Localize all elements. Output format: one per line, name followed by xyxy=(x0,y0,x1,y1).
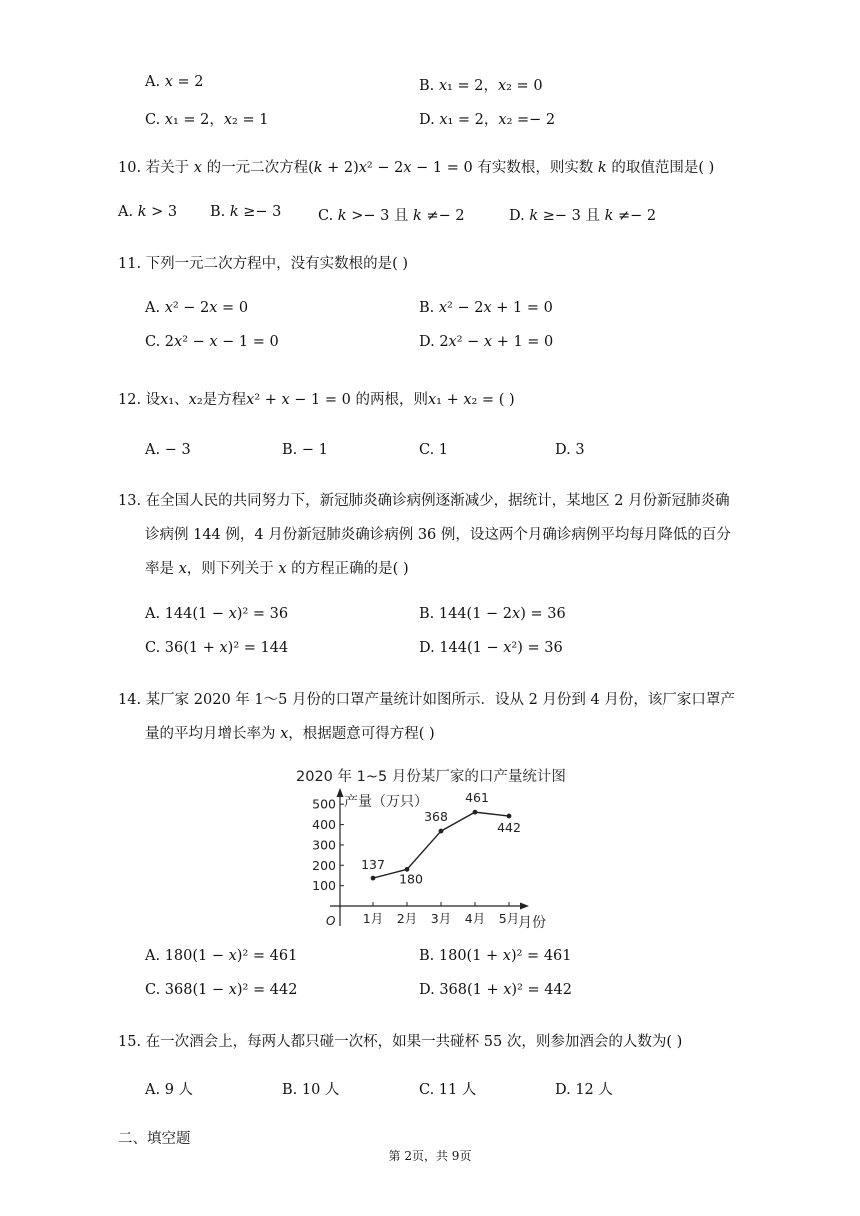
q12-option-b: B. − 1 xyxy=(282,442,328,458)
chart-x-axis-arrow xyxy=(520,903,529,910)
section-heading-fill-in: 二、填空题 xyxy=(118,1131,191,1147)
page-footer: 第 2页，共 9页 xyxy=(388,1149,472,1163)
q14-option-b: B. 180(1 + 𝑥)² = 461 xyxy=(419,948,572,964)
chart-title: 2020 年 1~5 月份某厂家的口产量统计图 xyxy=(296,769,566,785)
q10-stem: 10. 若关于 𝑥 的一元二次方程(𝑘 + 2)𝑥² − 2𝑥 − 1 = 0 有实数根，则实数 𝑘 的取值范围是( ) xyxy=(118,160,715,176)
q9-option-b: B. 𝑥₁ = 2，𝑥₂ = 0 xyxy=(419,78,543,94)
q13-stem-line2: 诊病例 144 例，4 月份新冠肺炎确诊病例 36 例，设这两个月确诊病例平均每月降低的百分 xyxy=(145,527,731,543)
q11-option-c: C. 2𝑥² − 𝑥 − 1 = 0 xyxy=(145,334,279,350)
chart-x-tick-label: 3月 xyxy=(430,911,452,926)
q13-stem-line1: 13. 在全国人民的共同努力下，新冠肺炎确诊病例逐渐减少，据统计，某地区 2 月份新冠肺炎确 xyxy=(118,493,730,509)
chart-data-label: 137 xyxy=(361,857,385,873)
chart-y-tick-label: 100 xyxy=(312,878,336,894)
q10-option-b: B. 𝑘 ≥− 3 xyxy=(210,204,282,220)
q13-option-a: A. 144(1 − 𝑥)² = 36 xyxy=(145,606,289,622)
chart-x-tick-label: 4月 xyxy=(464,911,486,926)
q15-option-d: D. 12 人 xyxy=(555,1082,613,1098)
q12-option-c: C. 1 xyxy=(419,442,449,458)
chart-y-tick-label: 300 xyxy=(312,837,336,853)
chart-data-point xyxy=(439,829,444,834)
q11-stem: 11. 下列一元二次方程中，没有实数根的是( ) xyxy=(118,256,409,272)
q14-option-d: D. 368(1 + 𝑥)² = 442 xyxy=(419,982,572,998)
q10-option-c: C. 𝑘 >− 3 且 𝑘 ≠− 2 xyxy=(318,208,465,224)
q12-stem: 12. 设𝑥₁、𝑥₂是方程𝑥² + 𝑥 − 1 = 0 的两根，则𝑥₁ + 𝑥₂ = ( ) xyxy=(118,392,515,408)
q11-option-a: A. 𝑥² − 2𝑥 = 0 xyxy=(145,300,249,316)
q15-option-b: B. 10 人 xyxy=(282,1082,340,1098)
chart-y-axis-label: 产量（万只） xyxy=(344,794,428,810)
q9-option-d: D. 𝑥₁ = 2，𝑥₂ =− 2 xyxy=(419,112,556,128)
chart-x-tick-label: 1月 xyxy=(362,911,384,926)
chart-data-label: 461 xyxy=(465,790,489,806)
chart-x-tick-label: 2月 xyxy=(396,911,418,926)
q12-option-d: D. 3 xyxy=(555,442,585,458)
q14-option-a: A. 180(1 − 𝑥)² = 461 xyxy=(145,948,298,964)
chart-y-tick-label: 400 xyxy=(312,817,336,833)
q15-option-a: A. 9 人 xyxy=(145,1082,194,1098)
chart-x-tick-label: 5月 xyxy=(498,911,520,926)
q11-option-b: B. 𝑥² − 2𝑥 + 1 = 0 xyxy=(419,300,553,316)
q9-option-a: A. 𝑥 = 2 xyxy=(145,74,204,90)
q13-option-b: B. 144(1 − 2𝑥) = 36 xyxy=(419,606,566,622)
q15-stem: 15. 在一次酒会上，每两人都只碰一次杯，如果一共碰杯 55 次，则参加酒会的人数为( ) xyxy=(118,1034,683,1050)
chart-data-label: 368 xyxy=(424,809,448,825)
chart-data-point xyxy=(473,810,478,815)
q14-stem-line1: 14. 某厂家 2020 年 1～5 月份的口罩产量统计如图所示．设从 2 月份到 4 月份，该厂家口罩产 xyxy=(118,692,735,708)
chart-y-tick-label: 500 xyxy=(312,796,336,812)
q10-option-d: D. 𝑘 ≥− 3 且 𝑘 ≠− 2 xyxy=(509,208,657,224)
chart-origin-label: O xyxy=(326,914,336,928)
chart-x-axis-label: 月份 xyxy=(518,915,546,931)
q14-option-c: C. 368(1 − 𝑥)² = 442 xyxy=(145,982,298,998)
chart-y-tick-label: 200 xyxy=(312,857,336,873)
q10-option-a: A. 𝑘 > 3 xyxy=(118,204,178,220)
chart-data-label: 180 xyxy=(399,871,423,887)
q13-option-d: D. 144(1 − 𝑥²) = 36 xyxy=(419,640,563,656)
q9-option-c: C. 𝑥₁ = 2，𝑥₂ = 1 xyxy=(145,112,269,128)
q11-option-d: D. 2𝑥² − 𝑥 + 1 = 0 xyxy=(419,334,554,350)
chart-data-point xyxy=(371,876,376,881)
q13-stem-line3: 率是 𝑥，则下列关于 𝑥 的方程正确的是( ) xyxy=(145,561,409,577)
q12-option-a: A. − 3 xyxy=(145,442,191,458)
q13-option-c: C. 36(1 + 𝑥)² = 144 xyxy=(145,640,289,656)
q14-stem-line2: 量的平均月增长率为 𝑥，根据题意可得方程( ) xyxy=(145,726,435,742)
chart-data-label: 442 xyxy=(497,820,521,836)
q15-option-c: C. 11 人 xyxy=(419,1082,477,1098)
production-line-chart xyxy=(296,764,566,934)
chart-y-axis-arrow xyxy=(337,788,344,797)
chart-data-point xyxy=(507,814,512,819)
